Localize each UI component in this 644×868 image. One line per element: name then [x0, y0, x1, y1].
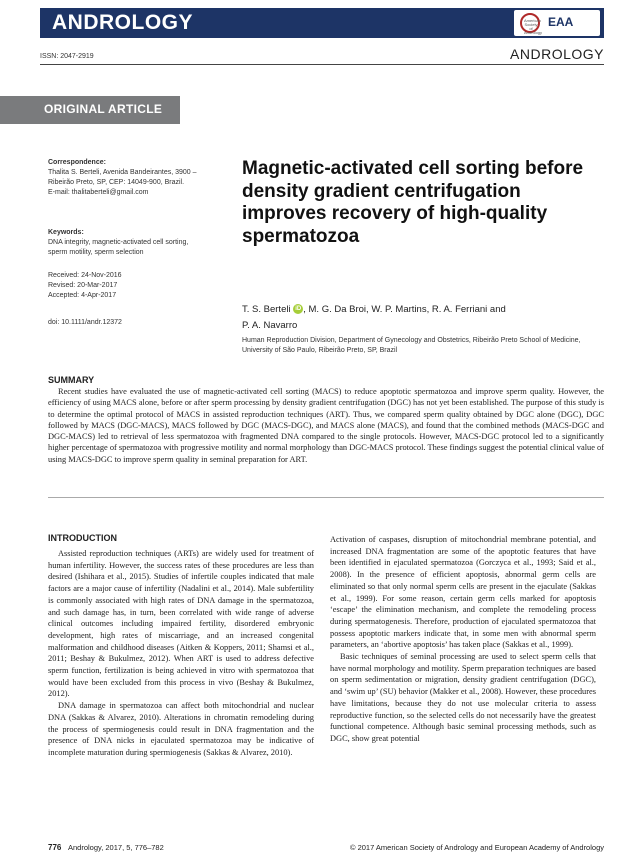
author-list-rest: , M. G. Da Broi, W. P. Martins, R. A. Ferriani and: [303, 304, 506, 315]
footer-citation: Andrology, 2017, 5, 776–782: [68, 843, 164, 852]
keywords-line: sperm motility, sperm selection: [48, 249, 144, 256]
orcid-icon[interactable]: iD: [295, 306, 302, 313]
author-first: T. S. Berteli: [242, 304, 291, 315]
body-column-right: [330, 534, 596, 745]
asa-logo-icon: American Society of Andrology: [520, 13, 540, 33]
keywords-block: [48, 228, 223, 258]
body-paragraph: Activation of caspases, disruption of mitochondrial membrane potential, and increased DNA fragmentation are some of the apoptotic features that have been identified in ejaculated spermatozoa (Gorczyca et al., 1993; Said et al., 2008). In the presence of efficient apoptosis, abnormal germ cells are eliminated so that only normal sperm cells are present in the ejaculate (Sakkas et al., 1999). For some reason, certain germ cells marked for apoptosis ‘escape’ the elimination mechanism, and complete the remodeling process during spermatogenesis. Therefore, production of ejaculated spermatozoa that possess apoptotic markers indicate that, in some men with abnormal sperm parameters, an ‘abortive apoptosis’ has taken place (Sakkas et al., 1999).: [330, 535, 596, 650]
keywords-label: Keywords:: [48, 229, 84, 236]
running-header-journal: ANDROLOGY: [510, 46, 604, 62]
summary-heading: SUMMARY: [48, 375, 95, 385]
correspondence-email[interactable]: E-mail: thalitaberteli@gmail.com: [48, 189, 149, 196]
affiliation: Human Reproduction Division, Department of Gynecology and Obstetrics, Ribeirão Preto School of Medicine, University of São Paulo, Ribeirão Preto, SP, Brazil: [242, 337, 581, 354]
body-paragraph: Basic techniques of seminal processing are used to select sperm cells that have normal morphology and motility. Sperm preparation techniques are based on sperm sedimentation or migration, density gradient centrifugation (DGC), and ‘swim up’ (SU) behavior (Makker et al., 2008). However, these procedures have limitations, because they do not use molecular criteria to assess reproductive function, so the selected cells do not necessarily have the greatest functional competence. Although basic seminal processing methods, such as DGC, show great potential: [330, 652, 596, 743]
society-logo: [514, 10, 600, 36]
article-type-banner: [0, 96, 180, 124]
summary-text: Recent studies have evaluated the use of magnetic-activated cell sorting (MACS) to reduce apoptotic spermatozoa and improve sperm quality. However, the efficiency of using MACS alone, before or after sperm processing by density gradient centrifugation (DGC) has not yet been established. The purpose of this study is to determine the optimal protocol of MACS in assisted reproduction techniques (ART). Thus, we compared sperm quality obtained by DGC alone (DGC), DGC followed by MACS (DGC-MACS), MACS followed by DGC (MACS-DGC), and MACS alone (MACS), and found that the combined methods (MACS-DGC and DGC-MACS) led to retrieval of less spermatozoa with fragmented DNA compared to the single protocols. However, MACS-DGC protocol led to a significantly higher percentage of spermatozoa with progressive motility and normal morphology than DGC-MACS protocol. These findings suggest the potential clinical value of using MACS-DGC to improve sperm quality in seminal preparation for ART.: [48, 387, 604, 464]
article-type-label: ORIGINAL ARTICLE: [44, 102, 163, 116]
dates-block: [48, 271, 223, 301]
body-column-left: [48, 548, 314, 759]
doi[interactable]: doi: 10.1111/andr.12372: [48, 319, 122, 326]
author-list: [242, 302, 602, 334]
correspondence-label: Correspondence:: [48, 159, 106, 166]
header-rule: [40, 64, 604, 65]
journal-banner: [40, 8, 604, 38]
received-date: Received: 24-Nov-2016: [48, 272, 122, 279]
summary-rule: [48, 497, 604, 498]
body-paragraph: Assisted reproduction techniques (ARTs) are widely used for treatment of human infertility. However, the success rates of these procedures are less than desired (Ishihara et al., 2015). Studies of infertile couples indicated that male factors are a major cause of infertility (Nadalini et al., 2014). Male subfertility is commonly associated with high rates of DNA damage in the spermatozoa, and such damage has, in turn, been correlated with wide range of adverse clinical outcomes including impaired fertility, disordered embryonic development, high rates of miscarriage, and an increased congenital malformation and childhood diseases (Aitken & Koppers, 2011; Shamsi et al., 2011; Beshay & Bukulmez, 2012). When ART is used to address defective sperm function, fertilization is being achieved in vitro with spermatozoa that would have been excluded from this process in vivo (Beshay & Bukulmez, 2012).: [48, 549, 314, 699]
correspondence-line: Ribeirão Preto, SP, CEP: 14049-900, Brazil.: [48, 179, 185, 186]
eaa-logo: EAA: [548, 15, 574, 29]
accepted-date: Accepted: 4-Apr-2017: [48, 292, 117, 299]
author-last: P. A. Navarro: [242, 320, 298, 331]
revised-date: Revised: 20-Mar-2017: [48, 282, 118, 289]
introduction-heading: INTRODUCTION: [48, 533, 117, 543]
page-number: 776: [48, 843, 62, 852]
correspondence-block: [48, 158, 223, 198]
keywords-line: DNA integrity, magnetic-activated cell sorting,: [48, 239, 189, 246]
body-paragraph: DNA damage in spermatozoa can affect both mitochondrial and nuclear DNA (Sakkas & Alvarez, 2010). Alterations in chromatin remodeling during the process of spermiogenesis could result in DNA fragmentation and the presence of DNA nicks in ejaculated spermatozoa may be indicative of incomplete maturation during spermiogenesis (Sakkas & Alvarez, 2010).: [48, 701, 314, 757]
footer-copyright: © 2017 American Society of Andrology and European Academy of Andrology: [349, 843, 604, 852]
journal-banner-title: ANDROLOGY: [52, 11, 193, 34]
article-title: Magnetic-activated cell sorting before density gradient centrifugation improves recovery of high-quality spermatozoa: [242, 158, 584, 247]
correspondence-line: Thalita S. Berteli, Avenida Bandeirantes, 3900 –: [48, 169, 197, 176]
issn: ISSN: 2047-2919: [40, 53, 94, 60]
